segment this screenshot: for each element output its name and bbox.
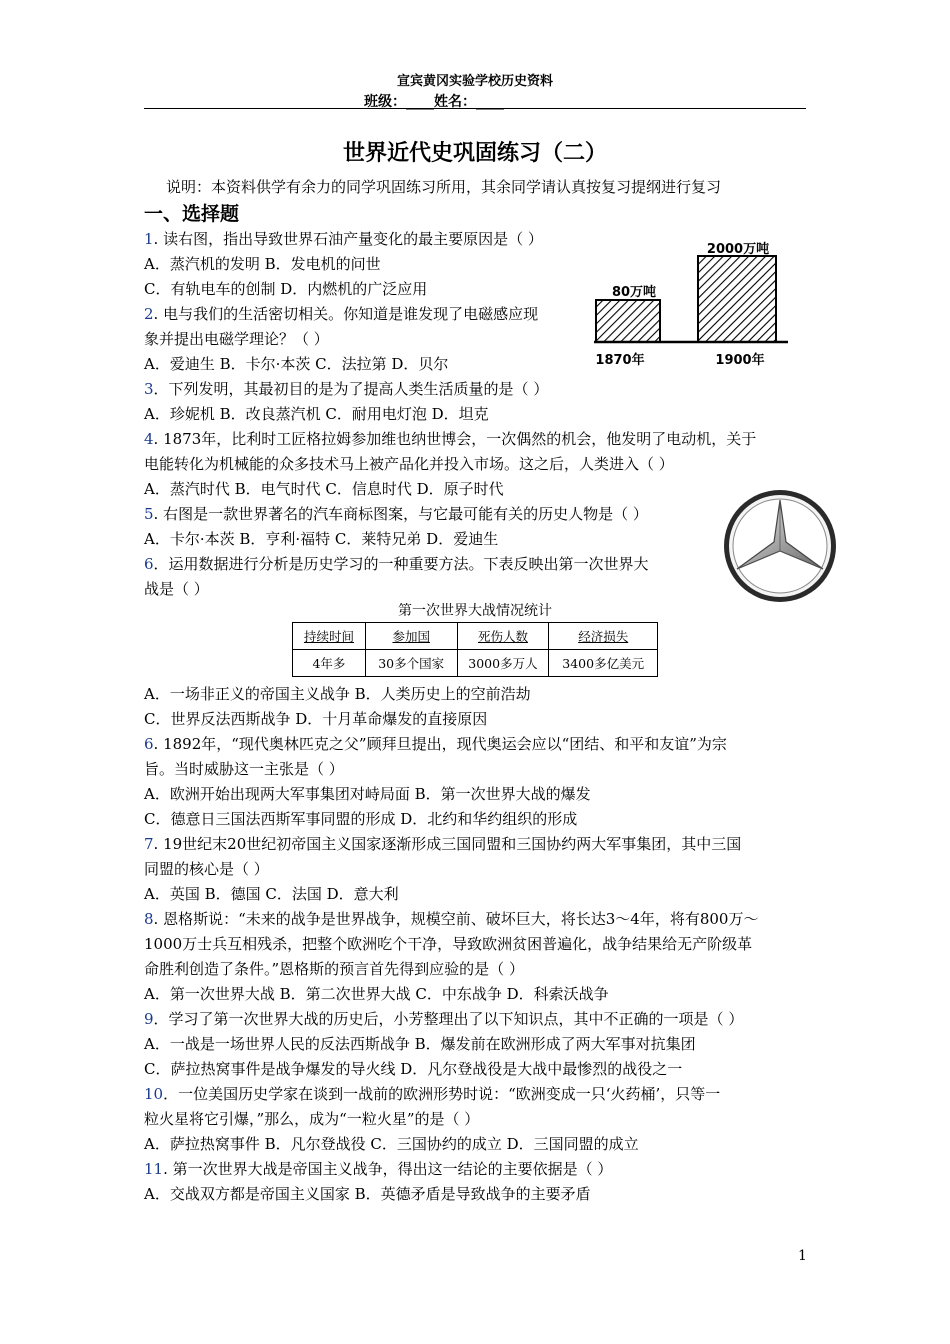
question-text: . 电与我们的生活密切相关。你知道是谁发现了电磁感应现 <box>153 305 539 323</box>
question-line <box>144 1060 682 1078</box>
question-text: A．蒸汽时代 B．电气时代 C．信息时代 D．原子时代 <box>144 480 504 498</box>
question-number: 5 <box>144 505 154 523</box>
question-text: A．蒸汽机的发明 B．发电机的问世 <box>144 255 381 273</box>
question-number: 3 <box>144 380 154 398</box>
question-line <box>144 710 487 728</box>
question-line <box>144 810 577 828</box>
question-number: 2 <box>144 305 154 323</box>
question-text: C．世界反法西斯战争 D．十月革命爆发的直接原因 <box>144 710 488 728</box>
question-text: C．萨拉热窝事件是战争爆发的导火线 D．凡尔登战役是大战中最惨烈的战役之一 <box>144 1060 683 1078</box>
question-stem <box>144 505 648 523</box>
question-stem <box>144 1010 743 1028</box>
question-number: 1 <box>144 230 154 248</box>
bar-data-label-1900: 2000万吨 <box>706 242 770 257</box>
bar-1900 <box>698 256 776 342</box>
question-stem <box>144 555 649 573</box>
question-stem <box>144 735 727 753</box>
question-text: 粒火星将它引爆，”那么，成为“一粒火星”的是（ ） <box>144 1110 480 1128</box>
school-header: 宣宾黄冈实验学校历史资料 <box>396 74 553 89</box>
table-title: 第一次世界大战情况统计 <box>398 603 552 619</box>
question-text: . 恩格斯说：“未来的战争是世界战争，规模空前、破坏巨大，将长达3～4年，将有800万～ <box>153 910 759 928</box>
oil-production-chart <box>592 234 792 372</box>
question-text: . 右图是一款世界著名的汽车商标图案，与它最可能有关的历史人物是（ ） <box>153 505 648 523</box>
question-stem <box>144 430 756 448</box>
question-text: 战是（ ） <box>144 580 209 598</box>
table-header-row <box>293 623 658 650</box>
year-label-1870: 1870年 <box>595 353 645 368</box>
page-number: 1 <box>798 1248 807 1264</box>
bar-1870 <box>596 300 660 342</box>
question-text: 旨。当时威胁这一主张是（ ） <box>144 760 344 778</box>
question-number: 6 <box>144 735 154 753</box>
question-line <box>144 405 489 423</box>
question-text: A．一战是一场世界人民的反法西斯战争 B．爆发前在欧洲形成了两大军事对抗集团 <box>144 1035 696 1053</box>
question-text: A．一场非正义的帝国主义战争 B．人类历史上的空前浩劫 <box>144 685 531 703</box>
question-line <box>144 685 531 703</box>
question-number: 8 <box>144 910 154 928</box>
question-stem <box>144 380 548 398</box>
question-text: C．有轨电车的创制 D．内燃机的广泛应用 <box>144 280 428 298</box>
question-text: A．交战双方都是帝国主义国家 B．英德矛盾是导致战争的主要矛盾 <box>144 1185 591 1203</box>
question-stem <box>144 305 538 323</box>
question-number: 4 <box>144 430 154 448</box>
table-row <box>293 650 658 677</box>
question-text: 象并提出电磁学理论？（ ） <box>144 330 329 348</box>
question-number: 7 <box>144 835 154 853</box>
question-text: A．珍妮机 B．改良蒸汽机 C．耐用电灯泡 D．坦克 <box>144 405 489 423</box>
table-cell: 3000多万人 <box>457 650 549 677</box>
question-line <box>144 580 209 598</box>
question-line <box>144 885 399 903</box>
table-cell: 4年多 <box>293 650 366 677</box>
question-line <box>144 1035 696 1053</box>
question-line <box>144 1185 591 1203</box>
question-line <box>144 455 674 473</box>
question-line <box>144 760 344 778</box>
question-line <box>144 960 524 978</box>
question-text: A．英国 B．德国 C．法国 D．意大利 <box>144 885 399 903</box>
question-text: C．德意日三国法西斯军事同盟的形成 D．北约和华约组织的形成 <box>144 810 578 828</box>
question-number: 11 <box>144 1160 164 1178</box>
three-pointed-star-logo-icon <box>716 487 844 609</box>
question-text: 同盟的核心是（ ） <box>144 860 269 878</box>
wwi-statistics-table <box>292 622 658 677</box>
table-header-cell: 死伤人数 <box>457 623 549 650</box>
question-line <box>144 935 752 953</box>
page-title: 世界近代史巩固练习（二） <box>342 141 607 166</box>
question-text: A．卡尔·本茨 B．亨利·福特 C．莱特兄弟 D．爱迪生 <box>144 530 499 548</box>
question-line <box>144 330 329 348</box>
question-text: . 1892年，“现代奥林匹克之父”顾拜旦提出，现代奥运会应以“团结、和平和友谊”为宗 <box>153 735 727 753</box>
question-text: A．萨拉热窝事件 B．凡尔登战役 C．三国协约的成立 D．三国同盟的成立 <box>144 1135 639 1153</box>
table-header-cell: 参加国 <box>365 623 457 650</box>
question-text: ．一位美国历史学家在谈到一战前的欧洲形势时说：“欧洲变成一只‘火药桶’，只等一 <box>163 1085 721 1103</box>
question-stem <box>144 1085 720 1103</box>
question-stem <box>144 230 543 248</box>
question-text: ．下列发明，其最初目的是为了提高人类生活质量的是（ ） <box>153 380 549 398</box>
question-line <box>144 1135 639 1153</box>
section-heading: 一、选择题 <box>144 203 240 225</box>
instruction-note: 说明：本资料供学有余力的同学巩固练习所用，其余同学请认真按复习提纲进行复习 <box>166 178 722 196</box>
question-stem <box>144 910 758 928</box>
table-cell: 3400多亿美元 <box>549 650 658 677</box>
bar-data-label-1870: 80万吨 <box>611 285 657 300</box>
question-line <box>144 355 448 373</box>
question-text: A．欧洲开始出现两大军事集团对峙局面 B．第一次世界大战的爆发 <box>144 785 591 803</box>
question-number: 10 <box>144 1085 164 1103</box>
question-text: 1000万士兵互相残杀，把整个欧洲吃个干净，导致欧洲贫困普遍化，战争结果给无产阶级革 <box>144 935 753 953</box>
table-cell: 30多个国家 <box>365 650 457 677</box>
question-stem <box>144 835 741 853</box>
question-line <box>144 785 591 803</box>
question-text: A．爱迪生 B．卡尔·本茨 C．法拉第 D．贝尔 <box>144 355 449 373</box>
header-rule <box>144 108 806 109</box>
question-number: 6 <box>144 555 154 573</box>
question-line <box>144 860 269 878</box>
question-line <box>144 530 498 548</box>
question-text: . 读右图，指出导致世界石油产量变化的最主要原因是（ ） <box>153 230 543 248</box>
question-text: . 第一次世界大战是帝国主义战争，得出这一结论的主要依据是（ ） <box>163 1160 613 1178</box>
question-line <box>144 480 504 498</box>
question-text: . 1873年，比利时工匠格拉姆参加维也纳世博会，一次偶然的机会，他发明了电动机，关于 <box>153 430 757 448</box>
question-text: 命胜利创造了条件。”恩格斯的预言首先得到应验的是（ ） <box>144 960 524 978</box>
table-header-cell: 持续时间 <box>293 623 366 650</box>
class-label: 班级： <box>364 94 406 110</box>
question-text: ．运用数据进行分析是历史学习的一种重要方法。下表反映出第一次世界大 <box>153 555 649 573</box>
question-text: A．第一次世界大战 B．第二次世界大战 C．中东战争 D．科索沃战争 <box>144 985 609 1003</box>
question-line <box>144 280 427 298</box>
table-header-cell: 经济损失 <box>549 623 658 650</box>
question-text: . 19世纪末20世纪初帝国主义国家逐渐形成三国同盟和三国协约两大军事集团，其中三国 <box>153 835 742 853</box>
year-label-1900: 1900年 <box>715 353 765 368</box>
question-line <box>144 255 381 273</box>
question-text: 电能转化为机械能的众多技术马上被产品化并投入市场。这之后，人类进入（ ） <box>144 455 674 473</box>
question-stem <box>144 1160 612 1178</box>
question-line <box>144 985 609 1003</box>
question-number: 9 <box>144 1010 154 1028</box>
class-blank[interactable]: ____ <box>406 94 434 110</box>
name-label: 姓名： <box>434 94 476 110</box>
question-text: ．学习了第一次世界大战的历史后，小芳整理出了以下知识点，其中不正确的一项是（ ） <box>153 1010 744 1028</box>
question-line <box>144 1110 479 1128</box>
name-blank[interactable]: ____ <box>476 94 504 110</box>
